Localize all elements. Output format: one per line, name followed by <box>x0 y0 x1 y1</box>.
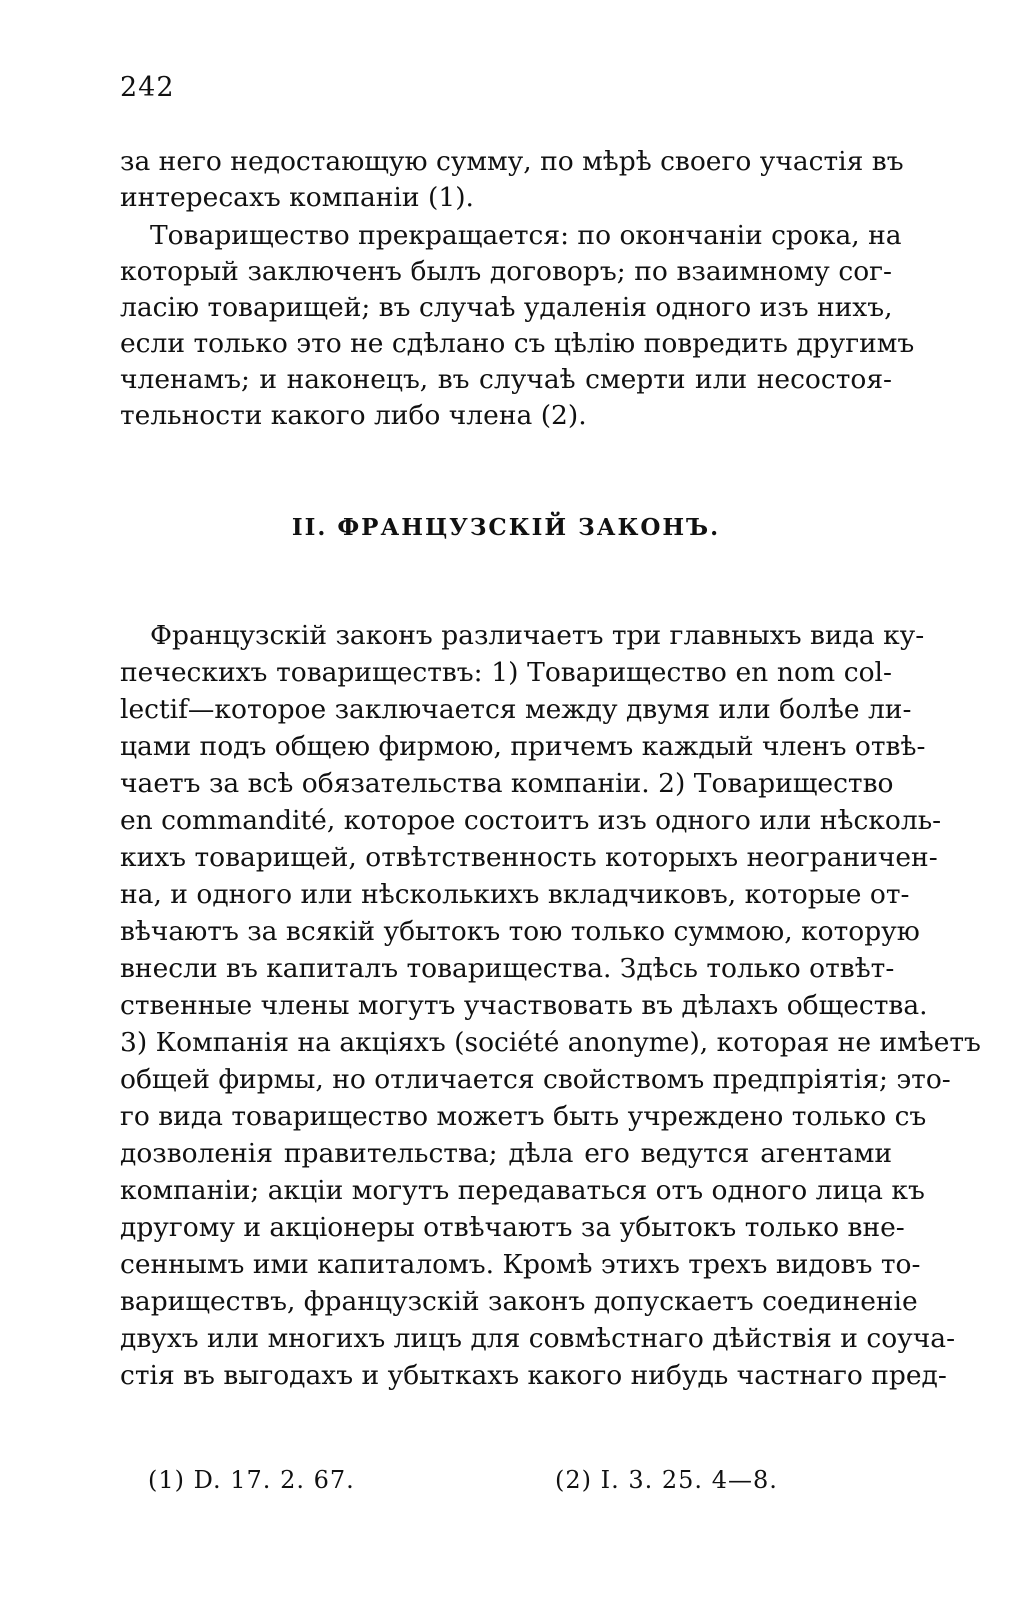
text-line: который заключенъ былъ договоръ; по взаимному сог- <box>120 256 892 287</box>
text-line: вариществъ, французскій законъ допускаетъ соединеніе <box>120 1286 918 1317</box>
text-line: en commandité, которое состоитъ изъ одного или нѣсколь- <box>120 805 942 836</box>
text-line: компаніи; акціи могутъ передаваться отъ одного лица къ <box>120 1175 925 1206</box>
text-line: общей фирмы, но отличается свойствомъ предпріятія; это- <box>120 1064 951 1095</box>
text-line: 3) Компанія на акціяхъ (société anonyme), которая не имѣетъ <box>120 1027 981 1058</box>
text-line: интересахъ компаніи (1). <box>120 182 474 213</box>
text-line: Французскій законъ различаетъ три главныхъ вида ку- <box>150 620 925 651</box>
section-heading: II. ФРАНЦУЗСКІЙ ЗАКОНЪ. <box>291 514 721 541</box>
text-line: Товарищество прекращается: по окончаніи срока, на <box>150 220 902 251</box>
footnote-1: (1) D. 17. 2. 67. <box>148 1466 355 1494</box>
text-line: если только это не сдѣлано съ цѣлію повредить другимъ <box>120 328 915 359</box>
text-line: ственные члены могутъ участвовать въ дѣлахъ общества. <box>120 990 928 1021</box>
text-line: членамъ; и наконецъ, въ случаѣ смерти или несостоя- <box>120 364 892 395</box>
text-line: на, и одного или нѣсколькихъ вкладчиковъ, которые от- <box>120 879 910 910</box>
text-line: чаетъ за всѣ обязательства компаніи. 2) Товарищество <box>120 768 894 799</box>
text-line: ласію товарищей; въ случаѣ удаленія одного изъ нихъ, <box>120 292 893 323</box>
text-line: двухъ или многихъ лицъ для совмѣстнаго дѣйствія и соуча- <box>120 1323 956 1354</box>
text-line: кихъ товарищей, отвѣтственность которыхъ неограничен- <box>120 842 938 873</box>
text-line: стія въ выгодахъ и убыткахъ какого нибудь частнаго пред- <box>120 1360 947 1391</box>
text-line: печескихъ товариществъ: 1) Товарищество en nom col- <box>120 657 892 688</box>
text-line: за него недостающую сумму, по мѣрѣ своего участія въ <box>120 146 904 177</box>
text-line: другому и акціонеры отвѣчаютъ за убытокъ только вне- <box>120 1212 905 1243</box>
text-line: вѣчаютъ за всякій убытокъ тою только суммою, которую <box>120 916 920 947</box>
text-line: внесли въ капиталъ товарищества. Здѣсь только отвѣт- <box>120 953 895 984</box>
text-line: сеннымъ ими капиталомъ. Кромѣ этихъ трехъ видовъ то- <box>120 1249 921 1280</box>
text-line: дозволенія правительства; дѣла его ведутся агентами <box>120 1138 892 1169</box>
text-line: цами подъ общею фирмою, причемъ каждый членъ отвѣ- <box>120 731 926 762</box>
text-line: тельности какого либо члена (2). <box>120 400 587 431</box>
page-number: 242 <box>120 72 175 103</box>
text-line: го вида товарищество можетъ быть учреждено только съ <box>120 1101 927 1132</box>
footnote-2: (2) I. 3. 25. 4—8. <box>555 1466 778 1494</box>
text-line: lectif—которое заключается между двумя или болѣе ли- <box>120 694 912 725</box>
